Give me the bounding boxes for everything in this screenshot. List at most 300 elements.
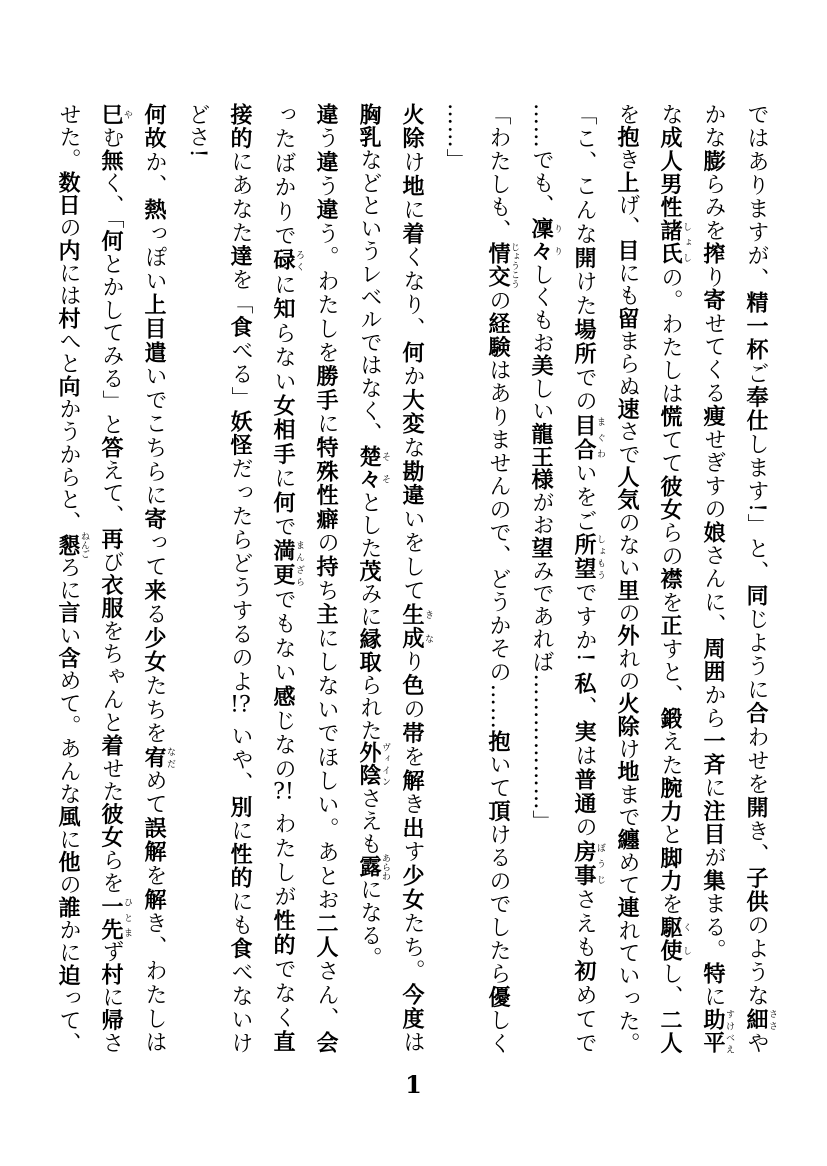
kanji-run: 色 [399,674,425,698]
kanji-run: 衣服 [98,573,124,620]
ruby-annotation [399,602,433,651]
kana-run: へと [56,329,81,375]
kana-run: らみを [701,172,726,243]
text-column [391,103,434,1055]
ruby-reading: ささ [767,1007,777,1032]
text-segment [701,103,726,1008]
kanji-run: 何 [399,340,425,365]
kanji-run: 纏 [614,828,640,852]
kanji-run: 彼女 [98,802,124,849]
kanji-run: 違 [313,103,339,127]
kanji-run: 経験 [485,311,511,359]
ruby-reading: しょし [681,219,691,266]
kana-run: とした [357,490,382,560]
kana-run: け [615,737,640,761]
kana-run: き [615,148,640,172]
kanji-run: 無 [98,148,124,172]
kana-run: えて、 [99,458,124,528]
kanji-run: 精一杯 [743,291,769,362]
kana-run: らない [271,321,296,394]
kanji-run: 鍛 [657,706,683,730]
kana-run: って [142,531,167,579]
ruby-base [400,603,425,651]
kanji-run: 助平 [700,1008,726,1055]
text-column [434,103,477,1055]
kana-run: えた [658,729,683,777]
kanji-run: 縁取 [356,627,382,674]
kanji-run: 地 [399,174,425,199]
kana-run: まらぬ [615,329,640,398]
text-line [615,103,640,1055]
kanji-run: 火除 [399,103,425,151]
ruby-reading: なだ [165,745,175,770]
kana-run: せてくる [701,311,726,405]
kanji-run: 向 [55,375,81,398]
text-line [356,103,390,970]
kana-run: にしないでほしい。あとお [314,626,339,913]
kanji-run: 熱 [141,198,167,222]
kanji-run: 寄 [141,507,167,532]
text-segment [271,103,296,248]
kanji-run: 主 [313,602,339,627]
kana-run: まる。 [701,892,726,963]
kana-run: めて [615,851,640,897]
ruby-base [271,539,296,587]
kanji-run: 勝手 [313,364,339,413]
ruby-annotation [98,103,132,126]
ruby-annotation [141,745,175,770]
text-column [692,103,735,1055]
kana-run: べる」 [228,339,253,411]
kana-run: り [400,650,425,675]
ruby-base [529,217,554,263]
kanji-run: 性的 [227,842,253,890]
kanji-run: 出 [399,816,425,841]
text-segment [142,103,167,746]
kana-run: って、 [56,987,81,1056]
kanji-run: 食 [227,315,253,340]
kana-run: 「こ、こんな [572,103,597,247]
text-segment [615,103,640,1055]
kanji-run: 何 [98,229,124,253]
kana-run: いをして [400,507,425,603]
kana-run: にあなた [228,150,253,245]
text-column [219,103,262,1055]
kana-run: に [56,828,81,851]
ruby-reading: あらわ [380,853,390,881]
ruby-reading: ぼうじ [595,839,605,888]
kana-run: け [400,150,425,175]
kana-run: の [56,216,81,239]
text-segment [658,266,683,916]
ruby-base [486,242,511,288]
text-line [399,103,433,1055]
kanji-run: 勘違 [399,459,425,508]
kana-run: む [99,125,124,149]
kana-run: どさ! [185,103,210,159]
kanji-run: 実 [571,720,597,745]
kanji-run: 外陰 [356,741,382,788]
kanji-run: 脚力 [657,845,683,893]
text-column [262,103,305,1055]
kana-run: めてで [572,983,597,1055]
ruby-reading: そそ [380,445,390,491]
kana-run: き [400,793,425,817]
kana-run: の [615,601,640,625]
kana-run: いでこちらに [142,364,167,508]
kana-run: いて [486,753,511,800]
kana-run: な [658,103,683,127]
kana-run: らを [99,848,124,895]
kana-run: かに [56,919,81,965]
ruby-annotation [356,741,390,788]
kana-run: じように [744,607,769,702]
kana-run: らの [658,520,683,568]
text-line [270,103,304,1055]
kana-run: しい [529,376,554,423]
kana-run: ……でも、 [529,103,554,217]
kanji-run: 留 [614,307,640,330]
kana-run: を [658,590,683,614]
kanji-run: 含 [55,647,81,670]
kana-run: けるのでしたら [486,822,511,986]
kanji-run: 襟 [657,567,683,591]
kana-run: めて [142,769,167,817]
kanji-run: 別 [227,795,253,819]
kanji-run: 内 [55,239,81,262]
kana-run: とかしてみる」と [99,252,124,436]
kanji-run: 人気 [614,465,640,512]
kanji-run: 二人 [313,912,339,960]
kanji-run: 慌 [657,404,683,429]
kanji-run: 膨 [700,149,726,173]
kana-run: か [400,364,425,389]
ruby-base [357,853,382,880]
ruby-base [658,219,683,265]
kanji-run: 普通 [571,768,597,816]
kana-run: の [400,697,425,722]
text-segment [486,103,511,242]
kanji-run: 何故 [141,103,167,151]
text-segment [185,103,210,158]
kana-run: れていった。 [615,919,640,1056]
text-segment [572,581,597,840]
kanji-run: 初 [571,959,597,984]
kana-run: いをご [572,461,597,534]
kana-run: に [271,466,296,491]
kana-run: う [314,174,339,199]
ruby-reading: すけべえ [724,1008,734,1055]
kanji-run: 寄 [700,288,726,312]
kana-run: などというレベルではなく、 [357,148,382,446]
kanji-run: 開 [743,796,769,820]
kanji-run: 搾 [700,242,726,266]
kana-run: ず [99,940,124,964]
kana-run: せた [99,756,124,803]
text-segment [271,273,296,540]
text-segment [271,803,296,1055]
text-segment [572,888,597,1055]
kanji-run: 成人男性 [657,126,683,220]
kana-run: べないけ [228,960,253,1055]
ruby-base [701,1008,726,1054]
kanji-run: 迫 [55,964,81,988]
kana-run: ……」 [443,103,468,172]
kana-run: う。わたしを [314,221,339,365]
ruby-base [56,532,81,559]
kanji-run: 連 [614,896,640,920]
kana-run: たちを [142,674,167,746]
kanji-run: 開 [571,246,597,271]
kanji-run: 会 [313,1031,339,1055]
text-segment [271,588,296,782]
kana-run: くなり、 [400,245,425,341]
kana-run: たち。 [400,912,425,984]
ruby-annotation [571,839,605,888]
kana-run: の [56,873,81,897]
text-line [571,103,605,1055]
ruby-reading: りり [552,217,562,263]
text-line [657,103,691,1055]
kana-run: わたしが [271,803,296,910]
kanji-run: 誤解 [141,816,167,865]
kana-run: げ、 [615,193,640,240]
kanji-run: 露 [356,853,382,881]
kana-run: すと、 [658,636,683,707]
kanji-run: 速 [614,397,640,421]
kanji-run: 答 [98,435,124,459]
kana-run: さえも [572,887,597,960]
kanji-run: 碌 [270,248,296,273]
text-segment [400,103,425,603]
kana-run: でもない [271,587,296,685]
ruby-annotation [55,531,89,559]
kana-run: だったらどうするのよ [228,457,253,694]
ruby-annotation [270,539,304,588]
text-line [55,103,89,1056]
kanji-run: 楚々 [356,445,382,491]
kanji-run: 何 [270,490,296,515]
kanji-run: 解 [141,888,167,913]
kana-run: さんに、 [701,544,726,637]
text-segment [572,103,597,414]
text-segment [56,103,81,534]
kana-run: には [56,261,81,307]
kana-run: れの [615,647,640,693]
kanji-run: 目 [614,239,640,262]
text-segment [314,103,339,1055]
kana-run: 、 [572,696,597,721]
kana-run: はありませんので、どうかその…… [486,358,511,730]
kana-run: てて [658,428,683,475]
kana-run: みであれば………………」 [529,559,554,833]
kana-run: での [572,365,597,414]
kana-run: でなく [271,958,296,1031]
text-line [443,103,468,171]
text-segment [400,650,425,1055]
kanji-run: 直 [270,1030,296,1055]
text-segment [572,462,597,534]
kanji-run: 持 [313,555,339,579]
kana-run: かな [701,103,726,150]
ruby-reading: ねんご [79,531,89,559]
kanji-run: 今度 [399,983,425,1032]
text-column [477,103,520,1055]
text-segment [357,491,382,742]
kana-run: 「わたしも、 [486,103,511,243]
ruby-base [572,414,597,462]
kana-run: き、 [744,819,769,867]
text-line [98,103,132,1056]
kana-run: な [400,436,425,460]
kana-run: す [400,840,425,865]
ruby-reading: や [122,103,132,126]
ruby-annotation [98,894,132,941]
kanji-run: 娘 [700,520,726,545]
kanji-run: 彼女 [657,474,683,521]
ruby-reading: まぐわ [595,413,605,462]
text-column [47,103,90,1055]
kanji-run: 帯 [399,721,425,746]
kanji-run: 達 [227,244,253,269]
kanji-run: 上 [614,171,640,194]
ruby-reading: ろく [294,248,304,273]
kanji-run: 妖怪 [227,410,253,458]
kanji-run: 食 [227,936,253,961]
kanji-run: 頂 [485,799,511,823]
kanji-run: 里 [614,579,640,602]
kanji-run: 正 [657,613,683,637]
kana-run: にも [228,889,253,937]
kana-run: いや、 [228,715,253,796]
kanji-run: 着 [399,221,425,246]
kanji-run: 違 [313,198,339,222]
kanji-run: 特 [700,962,726,986]
kana-run: し、 [658,962,683,1009]
kanji-run: 外 [614,624,640,648]
kanji-run: 着 [98,734,124,757]
text-column [305,103,348,1055]
kana-run: かうからと、 [56,397,81,534]
kanji-run: 目合 [571,413,597,462]
kanji-run: 言 [55,601,81,625]
kana-run: を「 [228,268,253,316]
text-column [133,103,176,1055]
text-segment [357,787,382,855]
text-segment [744,1031,769,1055]
ruby-annotation [657,915,691,963]
kana-run: に [314,412,339,437]
kana-run: しくもお [529,262,554,354]
kana-run: さで [615,420,640,466]
kanji-run: 凜々 [528,217,554,263]
kana-run: ち [314,578,339,603]
ruby-base [658,916,683,962]
kanji-run: 場所 [571,318,597,366]
text-column [348,103,391,1055]
kanji-run: 帰 [98,1009,124,1033]
kanji-run: 少女 [399,864,425,913]
kana-run: のない [615,511,640,580]
kanji-run: 再 [98,527,124,551]
upright-punctuation: ?! [273,781,294,804]
kana-run: わせを [744,725,769,797]
ruby-base [357,741,382,787]
text-line [185,103,210,158]
ruby-reading: ヴィイン [380,741,390,788]
kanji-run: 合 [743,701,769,726]
kanji-run: 宥 [141,745,167,770]
ruby-base [99,895,124,941]
kana-run: き、わたしは [142,912,167,1055]
kana-run: る [142,602,167,627]
kana-run: や [744,1031,769,1055]
kanji-run: 知 [270,296,296,322]
kana-run: めて。あんな [56,669,81,806]
kana-run: の [486,288,511,312]
text-segment [357,878,382,969]
text-segment [744,103,769,1008]
ruby-annotation [571,413,605,462]
text-segment [486,289,511,1055]
kana-run: に [400,198,425,222]
kanji-run: 腕力 [657,776,683,823]
kanji-run: 駆使 [657,915,683,963]
kanji-run: 一斉 [700,729,726,777]
kanji-run: 私 [571,672,597,697]
kana-run: を [615,103,640,126]
kana-run: みに [357,581,382,628]
kana-run: をちゃんと [99,619,124,735]
kanji-run: 来 [141,578,167,603]
text-segment [529,263,554,833]
kanji-run: 大変 [399,388,425,437]
text-segment [357,103,382,445]
kanji-run: 同 [743,584,769,608]
text-segment [228,716,253,1055]
kana-run: を [142,864,167,889]
text-body [47,103,778,1055]
kana-run: か、 [142,150,167,199]
text-segment [658,962,683,1055]
kana-run: まで [615,783,640,829]
kanji-run: 少女 [141,626,167,675]
text-segment [99,940,124,1055]
kana-run: られた [357,673,382,742]
kanji-run: 巳 [98,103,124,126]
text-segment [56,556,81,1055]
kana-run: っぽい [142,221,167,294]
kana-run: せぎすの [701,428,726,521]
ruby-reading: じょうこう [509,242,519,289]
kana-run: さえも [357,787,382,856]
kanji-run: 注目 [700,799,726,846]
page-number: 1 [405,1070,422,1099]
ruby-annotation [700,1008,734,1055]
upright-punctuation: !? [230,693,251,716]
kanji-run: 集 [700,869,726,893]
kanji-run: 数日 [55,171,81,217]
kanji-run: 違 [313,150,339,175]
kanji-run: 子供 [743,866,769,914]
text-segment [529,103,554,217]
kanji-run: 生成 [399,602,425,651]
kanji-run: 情交 [485,242,511,289]
kanji-run: 接的 [227,103,253,151]
text-line [485,103,519,1055]
kanji-run: 痩 [700,404,726,429]
ruby-annotation [270,248,304,273]
